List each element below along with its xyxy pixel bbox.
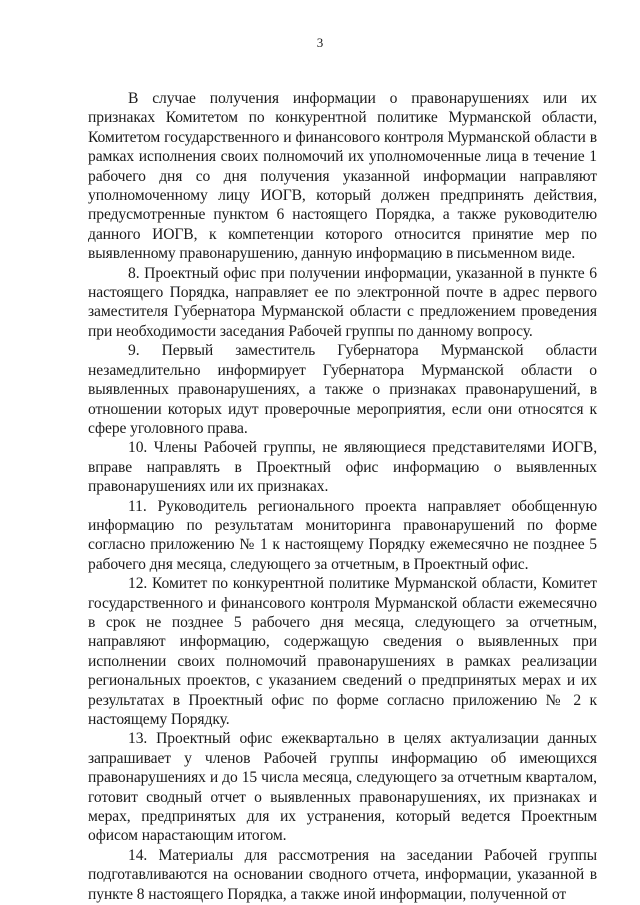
paragraph-item-8: 8. Проектный офис при получении информации, указанной в пункте 6 настоящего Порядка, направляет ее по электронной почте в адрес первого заместителя Губернатора Мурманской области с предложением проведения при необходимости заседания Рабочей группы по данному вопросу. <box>88 264 597 340</box>
paragraph-reporting-committees: В случае получения информации о правонарушениях или их признаках Комитетом по конкурентной политике Мурманской области, Комитетом государственного и финансового контроля Мурманской области в рамках исполнения своих полномочий их уполномоченные лица в течение 1 рабочего дня со дня получения указанной информации направляют уполномоченному лицу ИОГВ, который должен предпринять действия, предусмотренные пунктом 6 настоящего Порядка, а также руководителю данного ИОГВ, к компетенции которого относится принятие мер по выявленному правонарушению, данную информацию в письменном виде. <box>88 90 597 263</box>
paragraph-item-9: 9. Первый заместитель Губернатора Мурманской области незамедлительно информирует Губернатора Мурманской области о выявленных правонарушениях, а также о признаках правонарушений, в отношении которых идут проверочные мероприятия, если они относятся к сфере уголовного права. <box>88 342 597 437</box>
paragraph-item-12: 12. Комитет по конкурентной политике Мурманской области, Комитет государственного и финансового контроля Мурманской области ежемесячно в срок не позднее 5 рабочего дня месяца, следующего за отчетным, направляют информацию, содержащую сведения о выявленных при исполнении своих полномочий правонарушениях в рамках реализации региональных проектов, с указанием сведений о предпринятых мерах и их результатах в Проектный офис по форме согласно приложению № 2 к настоящему Порядку. <box>88 575 597 728</box>
paragraph-item-11: 11. Руководитель регионального проекта направляет обобщенную информацию по результатам мониторинга правонарушений по форме согласно приложению № 1 к настоящему Порядку ежемесячно не позднее 5 рабочего дня месяца, следующего за отчетным, в Проектный офис. <box>88 497 597 573</box>
page-number: 3 <box>316 35 324 50</box>
paragraph-item-14: 14. Материалы для рассмотрения на заседании Рабочей группы подготавливаются на основании сводного отчета, информации, указанной в пункте 8 настоящего Порядка, а также иной информации, полученной от <box>88 846 597 903</box>
paragraph-item-13: 13. Проектный офис ежеквартально в целях актуализации данных запрашивает у членов Рабочей группы информацию об имеющихся правонарушениях и до 15 числа месяца, следующего за отчетным кварталом, готовит сводный отчет о выявленных правонарушениях, их признаках и мерах, предпринятых для их устранения, который ведется Проектным офисом нарастающим итогом. <box>88 730 597 845</box>
paragraph-item-10: 10. Члены Рабочей группы, не являющиеся представителями ИОГВ, вправе направлять в Проектный офис информацию о выявленных правонарушениях или их признаках. <box>88 439 597 496</box>
document-body <box>88 89 597 904</box>
